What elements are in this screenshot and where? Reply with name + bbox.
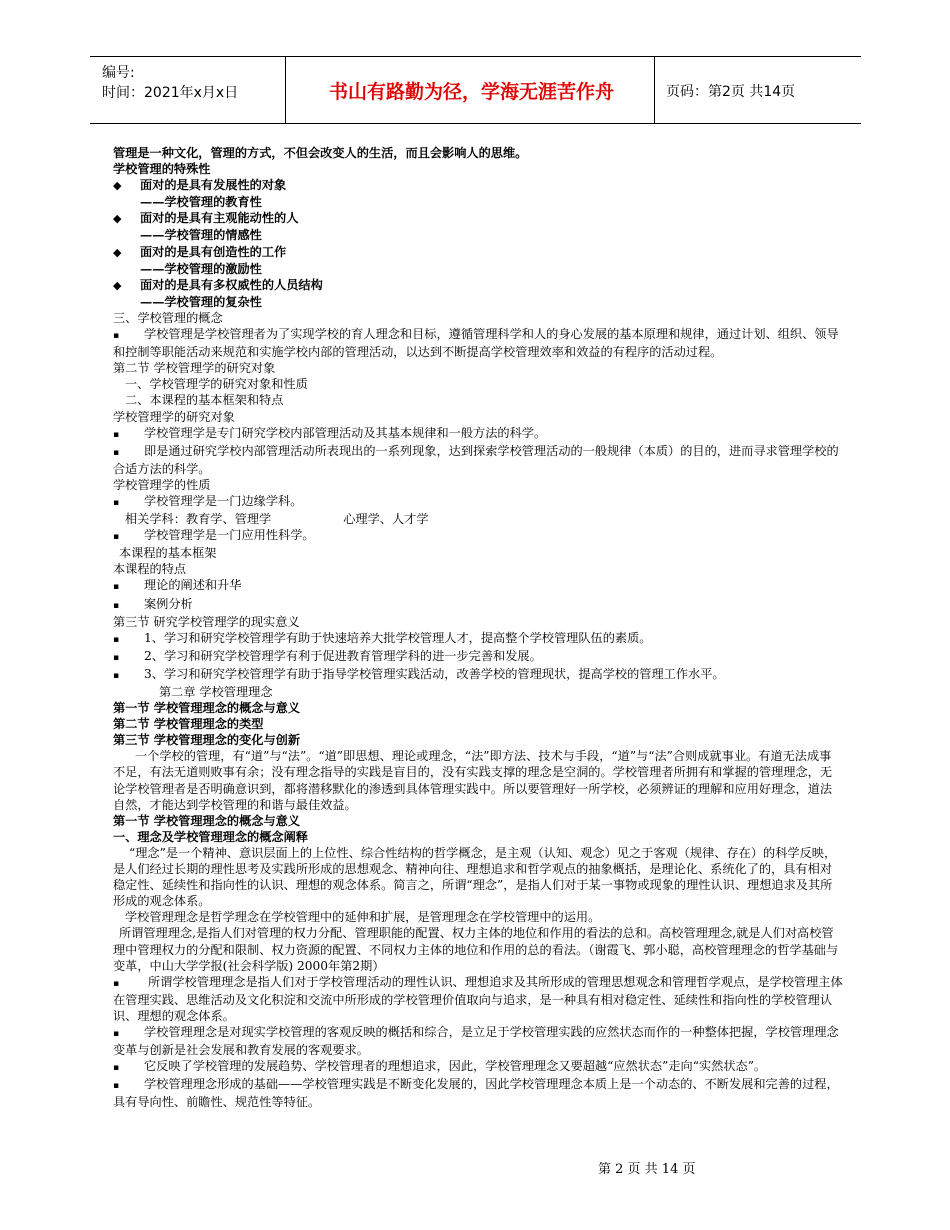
header-motto: 书山有路勤为径，学海无涯苦作舟 bbox=[328, 81, 614, 103]
section-heading: 第一节 学校管理理念的概念与意义 bbox=[113, 813, 301, 828]
section-heading: 第二节 学校管理理念的类型 bbox=[113, 717, 264, 732]
text-line: 本课程的特点 bbox=[113, 562, 187, 577]
text-line: 第二节 学校管理学的研究对象 bbox=[113, 361, 276, 376]
square-bullet-icon: ▪ bbox=[113, 532, 120, 543]
header-divider bbox=[654, 57, 655, 123]
paragraph: ▪ 学校管理理念形成的基础——学校管理实践是不断变化发展的，因此学校管理理念本质上是一个动态的、不断发展和完善的过程，具有导向性、前瞻性、规范性等特征。 bbox=[113, 1077, 839, 1110]
chapter-title: 第二章 学校管理理念 bbox=[159, 685, 273, 699]
square-bullet-icon: ▪ bbox=[113, 1028, 120, 1039]
paragraph: ▪ 所谓学校管理理念是指人们对于学校管理活动的理性认识、理想追求及其所形成的管理思想观念和管理哲学观点，是学校管理主体在管理实践、思维活动及文化积淀和交流中所形成的学校管理价值取向与追求，是一种具有相对稳定性、延续性和指向性的学校管理认识、理想的观念体系。 bbox=[113, 974, 843, 1023]
square-bullet-icon: ▪ bbox=[113, 582, 120, 593]
paragraph: ▪ 它反映了学校管理的发展趋势、学校管理者的理想追求，因此，学校管理理念又要超越“应然状态”走向“实然状态”。 bbox=[113, 1058, 843, 1076]
square-bullet-icon: ▪ bbox=[113, 331, 120, 342]
square-bullet-icon: ▪ bbox=[113, 978, 120, 989]
list-item: ◆ 面对的是具有主观能动性的人 bbox=[113, 210, 843, 227]
list-item: ▪ 理论的阐述和升华 bbox=[113, 577, 843, 595]
paragraph: 学校管理理念是哲学理念在学校管理中的延伸和扩展，是管理理念在学校管理中的运用。 bbox=[125, 910, 601, 925]
time-label: 时间：2021年x月x日 bbox=[102, 85, 239, 101]
paragraph: ▪ 学校管理理念是对现实学校管理的客观反映的概括和综合，是立足于学校管理实践的应然状态而作的一种整体把握，学校管理理念变革与创新是社会发展和教育发展的客观要求。 bbox=[113, 1024, 839, 1058]
header-meta bbox=[102, 63, 238, 103]
paragraph: ▪ 即是通过研究学校内部管理活动所表现出的一系列现象，达到探索学校管理活动的一般规律（本质）的目的，进而寻求管理学校的合适方法的科学。 bbox=[113, 443, 839, 476]
text-line: 学校管理学的性质 bbox=[113, 477, 211, 492]
paragraph: ▪ 学校管理是学校管理者为了实现学校的育人理念和目标，遵循管理科学和人的身心发展的基本原理和规律，通过计划、组织、领导和控制等职能活动来规范和实施学校内部的管理活动，以达到不断提高学校管理效率和效益的有程序的活动过程。 bbox=[113, 327, 839, 360]
header-divider bbox=[285, 57, 286, 123]
text-line: 三、学校管理的概念 bbox=[113, 310, 223, 325]
square-bullet-icon: ▪ bbox=[113, 652, 120, 663]
paragraph: ▪ 学校管理学是专门研究学校内部管理活动及其基本规律和一般方法的科学。 bbox=[113, 425, 843, 443]
list-subitem: ——学校管理的激励性 bbox=[140, 261, 262, 276]
text-line: 本课程的基本框架 bbox=[119, 546, 217, 561]
square-bullet-icon: ▪ bbox=[113, 670, 120, 681]
diamond-bullet-icon: ◆ bbox=[113, 179, 122, 193]
square-bullet-icon: ▪ bbox=[113, 497, 120, 508]
page-header bbox=[90, 56, 861, 124]
square-bullet-icon: ▪ bbox=[113, 1063, 120, 1074]
diamond-bullet-icon: ◆ bbox=[113, 278, 122, 292]
list-item: ◆ 面对的是具有发展性的对象 bbox=[113, 177, 843, 194]
text-line: 学校管理学的研究对象 bbox=[113, 409, 235, 424]
diamond-bullet-icon: ◆ bbox=[113, 245, 122, 259]
list-item: ▪ 案例分析 bbox=[113, 596, 843, 614]
square-bullet-icon: ▪ bbox=[113, 429, 120, 440]
text-line: 二、本课程的基本框架和特点 bbox=[125, 393, 284, 408]
page-footer: 第 2 页 共 14 页 bbox=[598, 1162, 696, 1177]
list-item: ▪ 2、学习和研究学校管理学有利于促进教育管理学科的进一步完善和发展。 bbox=[113, 648, 843, 666]
text-line: 第三节 研究学校管理学的现实意义 bbox=[113, 614, 300, 629]
list-subitem: ——学校管理的复杂性 bbox=[140, 294, 262, 309]
list-item: ◆ 面对的是具有多权威性的人员结构 bbox=[113, 277, 843, 294]
list-item: ▪ 1、学习和研究学校管理学有助于快速培养大批学校管理人才，提高整个学校管理队伍的素质。 bbox=[113, 630, 843, 648]
paragraph: ▪ 学校管理学是一门边缘学科。 bbox=[113, 493, 843, 511]
square-bullet-icon: ▪ bbox=[113, 600, 120, 611]
section-heading: 学校管理的特殊性 bbox=[113, 162, 211, 177]
section-heading: 第一节 学校管理理念的概念与意义 bbox=[113, 701, 301, 716]
section-heading: 第三节 学校管理理念的变化与创新 bbox=[113, 733, 301, 748]
list-item: ▪ 3、学习和研究学校管理学有助于指导学校管理实践活动，改善学校的管理现状，提高学校的管理工作水平。 bbox=[113, 666, 843, 684]
square-bullet-icon: ▪ bbox=[113, 634, 120, 645]
square-bullet-icon: ▪ bbox=[113, 1081, 120, 1092]
paragraph: 一个学校的管理，有“道”与“法”。“道”即思想、理论或理念，“法”即方法、技术与手段，“道”与“法”合则成就事业。有道无法成事不足，有法无道则败事有余；没有理念指导的实践是盲目的，没有实践支撑的理念是空洞的。学校管理者所拥有和掌握的管理理念，无论学校管理者是否明确意识到，都将潜移默化的渗透到具体管理实践中。所以要管理好一所学校，必须辨证的理解和应用好理念，道法自然，才能达到学校管理的和谐与最佳效益。 bbox=[113, 749, 833, 812]
paragraph: ▪ 学校管理学是一门应用性科学。 bbox=[113, 527, 843, 545]
list-subitem: ——学校管理的教育性 bbox=[140, 195, 262, 210]
text-line: 管理是一种文化，管理的方式，不但会改变人的生活，而且会影响人的思维。 bbox=[113, 146, 528, 160]
number-label: 编号: bbox=[102, 65, 135, 81]
diamond-bullet-icon: ◆ bbox=[113, 212, 122, 226]
paragraph: “理念”是一个精神、意识层面上的上位性、综合性结构的哲学概念，是主观（认知、观念）见之于客观（规律、存在）的科学反映，是人们经过长期的理性思考及实践所形成的思想观念、精神向往、理想追求和哲学观点的抽象概括，是理论化、系统化了的，具有相对稳定性、延续性和指向性的认识、理想的观念体系。简言之，所谓“理念”，是指人们对于某一事物或现象的理性认识、理想追求及其所形成的观念体系。 bbox=[113, 845, 837, 909]
section-heading: 一、理念及学校管理理念的概念阐释 bbox=[113, 829, 308, 844]
text-line: 相关学科：教育学、管理学 心理学、人才学 bbox=[125, 512, 429, 527]
header-page-label: 页码：第2页 共14页 bbox=[666, 84, 796, 100]
document-body bbox=[113, 145, 843, 1110]
paragraph: 所谓管理理念,是指人们对管理的权力分配、管理职能的配置、权力主体的地位和作用的看法的总和。高校管理理念,就是人们对高校管理中管理权力的分配和限制、权力资源的配置、不同权力主体的地位和作用的总的看法。（谢霞飞、郭小聪，高校管理理念的哲学基础与变革，中山大学学报(社会科学版) 2000年第2期） bbox=[113, 926, 839, 973]
list-subitem: ——学校管理的情感性 bbox=[140, 228, 262, 243]
text-line: 一、学校管理学的研究对象和性质 bbox=[125, 377, 308, 392]
list-item: ◆ 面对的是具有创造性的工作 bbox=[113, 244, 843, 261]
square-bullet-icon: ▪ bbox=[113, 447, 120, 458]
